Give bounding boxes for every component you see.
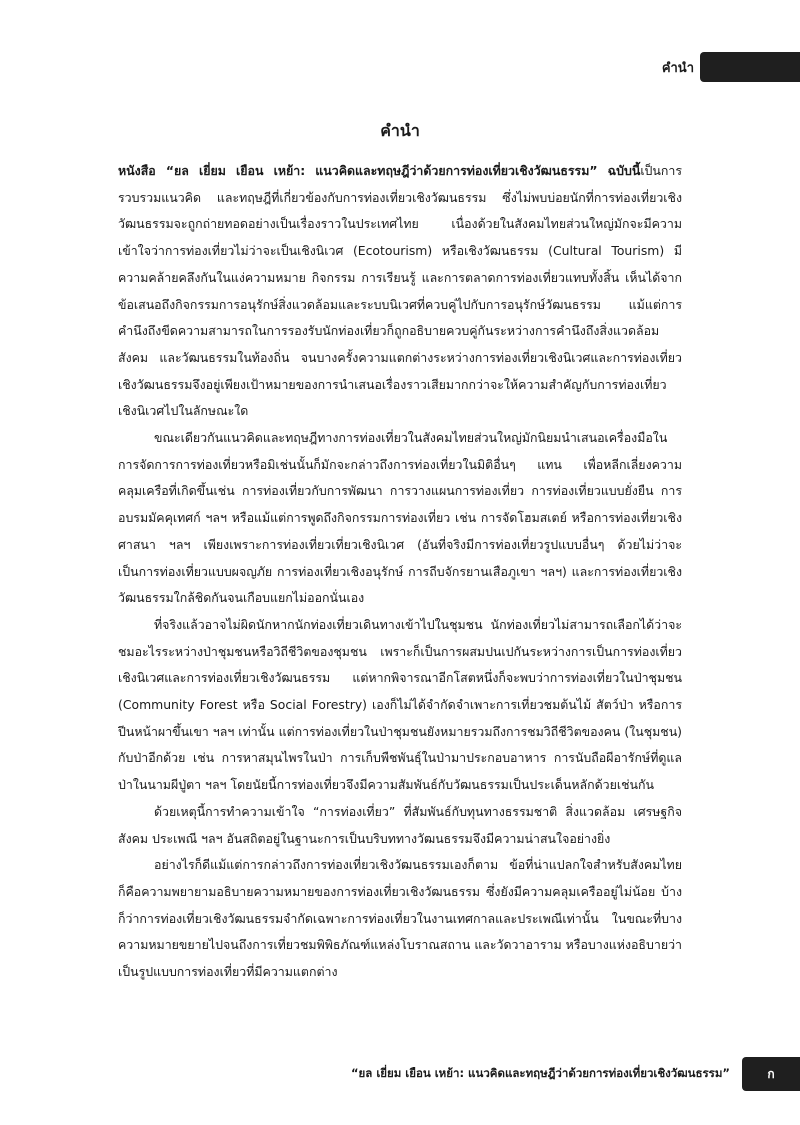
header-tab-block [700,52,800,82]
running-header-label: คำนำ [661,60,694,76]
paragraph-5: อย่างไรก็ดีแม้แต่การกล่าวถึงการท่องเที่ยวเชิงวัฒนธรรมเองก็ตาม ข้อที่น่าแปลกใจสำหรับสังคมไทยก็คือความพยายามอธิบายความหมายของการท่องเที่ยวเชิงวัฒนธรรม ซึ่งยังมีความคลุมเครืออยู่ไม่น้อย บ้างก็ว่าการท่องเที่ยวเชิงวัฒนธรรมจำกัดเฉพาะการท่องเที่ยวในงานเทศกาลและประเพณีเท่านั้น ในขณะที่บางความหมายขยายไปจนถึงการเที่ยวชมพิพิธภัณฑ์แหล่งโบราณสถาน และวัดวาอาราม หรือบางแห่งอธิบายว่าเป็นรูปแบบการท่องเที่ยวที่มีความแตกต่าง [118,857,682,980]
page-number: ก [767,1066,775,1081]
page-title: คำนำ [380,121,420,140]
running-header [662,52,800,82]
paragraph-1-text: เป็นการรวบรวมแนวคิด และทฤษฎีที่เกี่ยวข้องกับการท่องเที่ยวเชิงวัฒนธรรม ซึ่งไม่พบบ่อยนักที่การท่องเที่ยวเชิงวัฒนธรรมจะถูกถ่ายทอดอย่างเป็นเรื่องราวในประเทศไทย เนื่องด้วยในสังคมไทยส่วนใหญ่มักจะมีความเข้าใจว่าการท่องเที่ยวไม่ว่าจะเป็นเชิงนิเวศ (Ecotourism) หรือเชิงวัฒนธรรม (Cultural Tourism) มีความคล้ายคลึงกันในแง่ความหมาย กิจกรรม การเรียนรู้ และการตลาดการท่องเที่ยวแทบทั้งสิ้น เห็นได้จากข้อเสนอถึงกิจกรรมการอนุรักษ์สิ่งแวดล้อมและระบบนิเวศที่ควบคู่ไปกับการอนุรักษ์วัฒนธรรม แม้แต่การคำนึงถึงขีดความสามารถในการรองรับนักท่องเที่ยวก็ถูกอธิบายควบคู่กันระหว่างการคำนึงถึงสิ่งแวดล้อม สังคม และวัฒนธรรมในท้องถิ่น จนบางครั้งความแตกต่างระหว่างการท่องเที่ยวเชิงนิเวศและการท่องเที่ยวเชิงวัฒนธรรมจึงอยู่เพียงเป้าหมายของการนำเสนอเรื่องราวเสียมากกว่าจะให้ความสำคัญกับการท่องเที่ยวเชิงนิเวศไปในลักษณะใด [118,163,682,419]
page-number-tab [742,1057,800,1091]
footer-book-title: “ยล เยี่ยม เยือน เหย้า: แนวคิดและทฤษฎีว่าด้วยการท่องเที่ยวเชิงวัฒนธรรม” [350,1066,730,1080]
paragraph-2: ขณะเดียวกันแนวคิดและทฤษฎีทางการท่องเที่ยวในสังคมไทยส่วนใหญ่มักนิยมนำเสนอเครื่องมือในการจัดการการท่องเที่ยวหรือมิเช่นนั้นก็มักจะกล่าวถึงการท่องเที่ยวในมิติอื่นๆ แทน เพื่อหลีกเลี่ยงความคลุมเครือที่เกิดขึ้นเช่น การท่องเที่ยวกับการพัฒนา การวางแผนการท่องเที่ยว การท่องเที่ยวแบบยั่งยืน การอบรมมัคคุเทศก์ ฯลฯ หรือแม้แต่การพูดถึงกิจกรรมการท่องเที่ยว เช่น การจัดโฮมสเตย์ หรือการท่องเที่ยวเชิงศาสนา ฯลฯ เพียงเพราะการท่องเที่ยวเที่ยวเชิงนิเวศ (อันที่จริงมีการท่องเที่ยวรูปแบบอื่นๆ ด้วยไม่ว่าจะเป็นการท่องเที่ยวแบบผจญภัย การท่องเที่ยวเชิงอนุรักษ์ การถีบจักรยานเสือภูเขา ฯลฯ) และการท่องเที่ยวเชิงวัฒนธรรมใกล้ชิดกันจนเกือบแยกไม่ออกนั่นเอง [118,430,682,606]
book-title-lead: หนังสือ “ยล เยี่ยม เยือน เหย้า: แนวคิดและทฤษฎีว่าด้วยการท่องเที่ยวเชิงวัฒนธรรม” ฉบับนี้ [118,163,641,178]
paragraph-1 [118,158,682,425]
paragraph-3: ที่จริงแล้วอาจไม่ผิดนักหากนักท่องเที่ยวเดินทางเข้าไปในชุมชน นักท่องเที่ยวไม่สามารถเลือกได้ว่าจะชมอะไรระหว่างป่าชุมชนหรือวิถีชีวิตของชุมชน เพราะก็เป็นการผสมปนเปกันระหว่างการเป็นการท่องเที่ยวเชิงนิเวศและการท่องเที่ยวเชิงวัฒนธรรม แต่หากพิจารณาอีกโสตหนึ่งก็จะพบว่าการท่องเที่ยวในป่าชุมชน (Community Forest หรือ Social Forestry) เองก็ไม่ได้จำกัดจำเพาะการเที่ยวชมต้นไม้ สัตว์ป่า หรือการปีนหน้าผาขึ้นเขา ฯลฯ เท่านั้น แต่การท่องเที่ยวในป่าชุมชนยังหมายรวมถึงการชมวิถีชีวิตของคน (ในชุมชน) กับป่าอีกด้วย เช่น การหาสมุนไพรในป่า การเก็บพืชพันธุ์ในป่ามาประกอบอาหาร การนับถือผีอารักษ์ที่ดูแลป่าในนามผีปู่ตา ฯลฯ โดยนัยนี้การท่องเที่ยวจึงมีความสัมพันธ์กับวัฒนธรรมเป็นประเด็นหลักด้วยเช่นกัน [118,616,682,793]
paragraph-4: ด้วยเหตุนี้การทำความเข้าใจ “การท่องเที่ยว” ที่สัมพันธ์กับทุนทางธรรมชาติ สิ่งแวดล้อม เศรษฐกิจ สังคม ประเพณี ฯลฯ อันสถิตอยู่ในฐานะการเป็นบริบททางวัฒนธรรมจึงมีความน่าสนใจอย่างยิ่ง [118,803,682,846]
body-text [118,158,682,1018]
running-footer [351,1057,800,1091]
